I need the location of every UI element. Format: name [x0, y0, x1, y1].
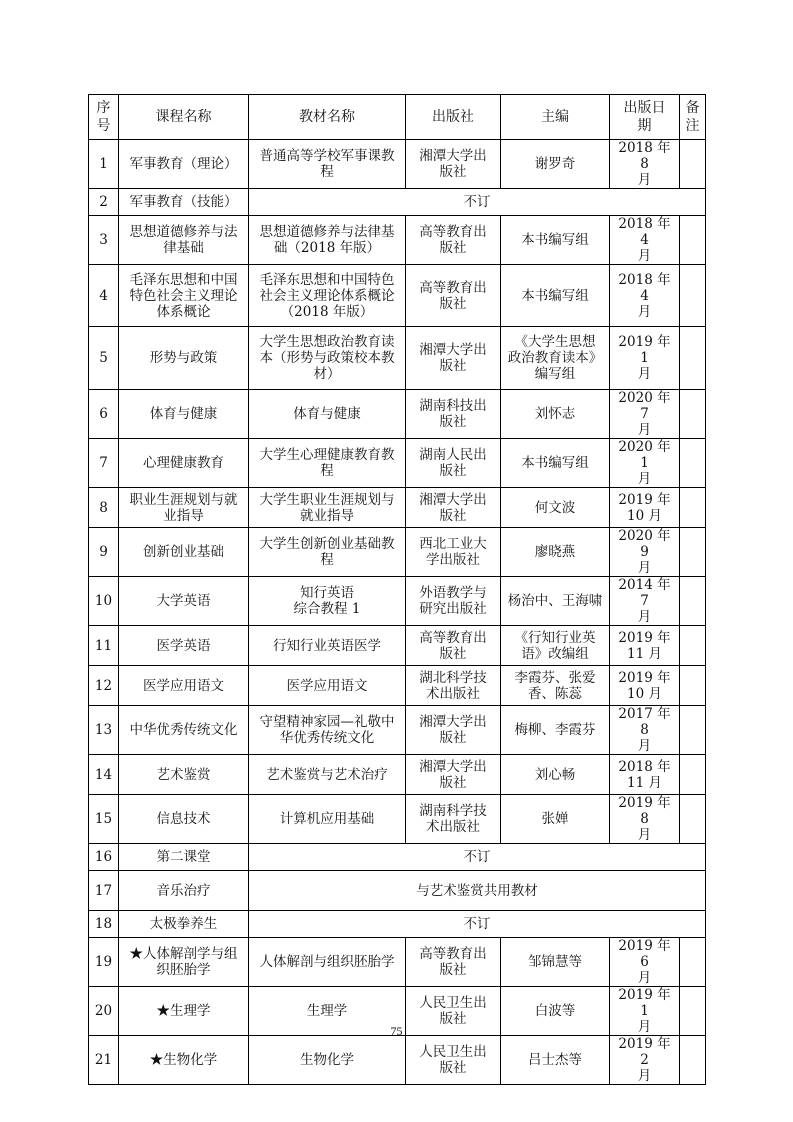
cell-textbook: 医学应用语文	[249, 666, 406, 706]
cell-remark	[680, 938, 706, 987]
cell-textbook: 知行英语 综合教程 1	[249, 577, 406, 626]
cell-seq: 3	[89, 216, 119, 265]
cell-publisher: 人民卫生出 版社	[406, 987, 501, 1036]
cell-seq: 13	[89, 706, 119, 755]
cell-seq: 6	[89, 390, 119, 439]
cell-publisher: 湘潭大学出 版社	[406, 140, 501, 189]
table-row	[89, 577, 706, 626]
table-row	[89, 189, 706, 216]
cell-remark	[680, 327, 706, 390]
table-row	[89, 140, 706, 189]
header-remark: 备 注	[680, 95, 706, 140]
cell-editor: 杨治中、王海啸	[501, 577, 610, 626]
cell-date: 2019 年 8 月	[610, 795, 680, 844]
table-row	[89, 1036, 706, 1085]
cell-seq: 10	[89, 577, 119, 626]
cell-editor: 邹锦慧等	[501, 938, 610, 987]
cell-editor: 刘怀志	[501, 390, 610, 439]
cell-remark	[680, 795, 706, 844]
cell-date: 2018 年 4 月	[610, 265, 680, 327]
cell-textbook: 毛泽东思想和中国特色 社会主义理论体系概论 （2018 年版）	[249, 265, 406, 327]
cell-remark	[680, 216, 706, 265]
cell-date: 2018 年 11 月	[610, 755, 680, 795]
cell-course: ★生物化学	[119, 1036, 249, 1085]
cell-date: 2018 年 8 月	[610, 140, 680, 189]
cell-course: 军事教育（技能）	[119, 189, 249, 216]
header-publisher: 出版社	[406, 95, 501, 140]
cell-remark	[680, 577, 706, 626]
cell-merged: 不订	[249, 911, 706, 938]
cell-textbook: 生物化学	[249, 1036, 406, 1085]
cell-course: 医学应用语文	[119, 666, 249, 706]
cell-remark	[680, 439, 706, 488]
cell-remark	[680, 140, 706, 189]
table-row	[89, 439, 706, 488]
table-row	[89, 844, 706, 871]
cell-textbook: 思想道德修养与法律基 础（2018 年版）	[249, 216, 406, 265]
cell-merged: 与艺术鉴赏共用教材	[249, 871, 706, 911]
table-row	[89, 666, 706, 706]
cell-seq: 16	[89, 844, 119, 871]
cell-textbook: 人体解剖与组织胚胎学	[249, 938, 406, 987]
cell-publisher: 外语教学与 研究出版社	[406, 577, 501, 626]
cell-seq: 9	[89, 528, 119, 577]
cell-textbook: 大学生创新创业基础教 程	[249, 528, 406, 577]
cell-course: 医学英语	[119, 626, 249, 666]
header-textbook: 教材名称	[249, 95, 406, 140]
cell-remark	[680, 666, 706, 706]
cell-remark	[680, 390, 706, 439]
cell-publisher: 西北工业大 学出版社	[406, 528, 501, 577]
table-row	[89, 327, 706, 390]
table-row	[89, 488, 706, 528]
cell-textbook: 守望精神家园—礼敬中 华优秀传统文化	[249, 706, 406, 755]
cell-publisher: 湘潭大学出 版社	[406, 755, 501, 795]
cell-remark	[680, 706, 706, 755]
cell-course: 第二课堂	[119, 844, 249, 871]
cell-course: 创新创业基础	[119, 528, 249, 577]
cell-remark	[680, 755, 706, 795]
cell-publisher: 湖北科学技 术出版社	[406, 666, 501, 706]
table-row	[89, 390, 706, 439]
cell-remark	[680, 488, 706, 528]
cell-date: 2019 年 10 月	[610, 488, 680, 528]
header-editor: 主编	[501, 95, 610, 140]
cell-seq: 1	[89, 140, 119, 189]
cell-course: 太极拳养生	[119, 911, 249, 938]
cell-remark	[680, 528, 706, 577]
cell-date: 2020 年 1 月	[610, 439, 680, 488]
cell-textbook: 大学生思想政治教育读 本（形势与政策校本教 材）	[249, 327, 406, 390]
cell-remark	[680, 626, 706, 666]
cell-editor: 何文波	[501, 488, 610, 528]
cell-publisher: 高等教育出 版社	[406, 938, 501, 987]
cell-date: 2019 年 6 月	[610, 938, 680, 987]
cell-seq: 7	[89, 439, 119, 488]
cell-textbook: 大学生职业生涯规划与 就业指导	[249, 488, 406, 528]
cell-seq: 17	[89, 871, 119, 911]
table-body	[89, 140, 706, 1085]
cell-publisher: 人民卫生出 版社	[406, 1036, 501, 1085]
header-row	[89, 95, 706, 140]
cell-editor: 张婵	[501, 795, 610, 844]
cell-editor: 刘心畅	[501, 755, 610, 795]
table-row	[89, 528, 706, 577]
cell-date: 2019 年 1 月	[610, 987, 680, 1036]
cell-date: 2019 年 1 月	[610, 327, 680, 390]
cell-textbook: 行知行业英语医学	[249, 626, 406, 666]
cell-seq: 2	[89, 189, 119, 216]
cell-course: ★生理学	[119, 987, 249, 1036]
table-row	[89, 911, 706, 938]
cell-editor: 本书编写组	[501, 439, 610, 488]
cell-editor: 李霞芬、张爱 香、陈蕊	[501, 666, 610, 706]
cell-publisher: 湘潭大学出 版社	[406, 327, 501, 390]
cell-course: 思想道德修养与法 律基础	[119, 216, 249, 265]
cell-date: 2019 年 11 月	[610, 626, 680, 666]
textbook-table	[88, 94, 706, 1085]
cell-date: 2020 年 7 月	[610, 390, 680, 439]
cell-publisher: 湖南科学技 术出版社	[406, 795, 501, 844]
cell-course: 中华优秀传统文化	[119, 706, 249, 755]
cell-editor: 白波等	[501, 987, 610, 1036]
cell-editor: 吕士杰等	[501, 1036, 610, 1085]
cell-merged: 不订	[249, 844, 706, 871]
cell-editor: 《大学生思想 政治教育读本》 编写组	[501, 327, 610, 390]
cell-seq: 21	[89, 1036, 119, 1085]
cell-course: 毛泽东思想和中国 特色社会主义理论 体系概论	[119, 265, 249, 327]
cell-editor: 梅柳、李霞芬	[501, 706, 610, 755]
cell-seq: 12	[89, 666, 119, 706]
cell-textbook: 艺术鉴赏与艺术治疗	[249, 755, 406, 795]
cell-publisher: 湘潭大学出 版社	[406, 706, 501, 755]
page-number: 75	[390, 1024, 403, 1038]
table-row	[89, 938, 706, 987]
cell-publisher: 高等教育出 版社	[406, 216, 501, 265]
cell-textbook: 普通高等学校军事课教 程	[249, 140, 406, 189]
cell-course: 艺术鉴赏	[119, 755, 249, 795]
cell-course: 大学英语	[119, 577, 249, 626]
cell-date: 2019 年 10 月	[610, 666, 680, 706]
cell-course: 音乐治疗	[119, 871, 249, 911]
cell-textbook: 计算机应用基础	[249, 795, 406, 844]
cell-editor: 谢罗奇	[501, 140, 610, 189]
cell-date: 2014 年 7 月	[610, 577, 680, 626]
table-row	[89, 755, 706, 795]
cell-seq: 14	[89, 755, 119, 795]
cell-seq: 11	[89, 626, 119, 666]
cell-date: 2019 年 2 月	[610, 1036, 680, 1085]
cell-course: 心理健康教育	[119, 439, 249, 488]
table-row	[89, 216, 706, 265]
header-seq: 序 号	[89, 95, 119, 140]
cell-editor: 本书编写组	[501, 265, 610, 327]
cell-course: 职业生涯规划与就 业指导	[119, 488, 249, 528]
cell-editor: 廖晓燕	[501, 528, 610, 577]
cell-seq: 8	[89, 488, 119, 528]
cell-textbook: 大学生心理健康教育教 程	[249, 439, 406, 488]
cell-publisher: 湖南人民出 版社	[406, 439, 501, 488]
cell-seq: 4	[89, 265, 119, 327]
table-row	[89, 626, 706, 666]
cell-remark	[680, 265, 706, 327]
cell-seq: 18	[89, 911, 119, 938]
cell-course: 军事教育（理论）	[119, 140, 249, 189]
cell-seq: 19	[89, 938, 119, 987]
table-row	[89, 795, 706, 844]
cell-remark	[680, 1036, 706, 1085]
header-date: 出版日 期	[610, 95, 680, 140]
cell-date: 2020 年 9 月	[610, 528, 680, 577]
header-course: 课程名称	[119, 95, 249, 140]
cell-merged: 不订	[249, 189, 706, 216]
table-row	[89, 265, 706, 327]
table-row	[89, 871, 706, 911]
cell-seq: 15	[89, 795, 119, 844]
cell-editor: 《行知行业英 语》改编组	[501, 626, 610, 666]
cell-textbook: 生理学	[249, 987, 406, 1036]
cell-publisher: 高等教育出 版社	[406, 265, 501, 327]
cell-textbook: 体育与健康	[249, 390, 406, 439]
cell-course: 形势与政策	[119, 327, 249, 390]
cell-publisher: 湖南科技出 版社	[406, 390, 501, 439]
table-row	[89, 706, 706, 755]
cell-seq: 20	[89, 987, 119, 1036]
cell-course: 体育与健康	[119, 390, 249, 439]
cell-editor: 本书编写组	[501, 216, 610, 265]
cell-course: 信息技术	[119, 795, 249, 844]
cell-publisher: 高等教育出 版社	[406, 626, 501, 666]
cell-seq: 5	[89, 327, 119, 390]
cell-publisher: 湘潭大学出 版社	[406, 488, 501, 528]
cell-date: 2017 年 8 月	[610, 706, 680, 755]
cell-date: 2018 年 4 月	[610, 216, 680, 265]
cell-course: ★人体解剖学与组 织胚胎学	[119, 938, 249, 987]
